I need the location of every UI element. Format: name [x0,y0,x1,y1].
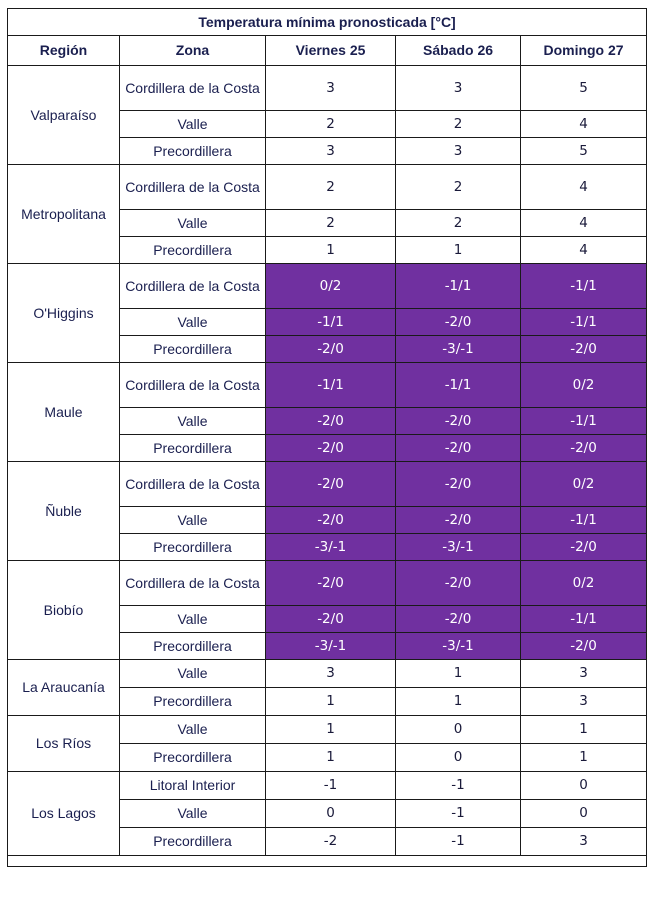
temperature-cell: -1 [396,828,521,856]
temperature-cell: -2/0 [396,309,521,336]
zone-cell: Valle [120,210,266,237]
temperature-cell: -2/0 [396,606,521,633]
temperature-cell: -2/0 [266,606,396,633]
zone-cell: Valle [120,309,266,336]
temperature-cell: 2 [396,111,521,138]
temperature-cell: 3 [521,828,647,856]
temperature-cell: -2/0 [396,561,521,606]
temperature-cell: -2 [266,828,396,856]
zone-cell: Valle [120,716,266,744]
temperature-cell: -2/0 [396,435,521,462]
zone-cell: Precordillera [120,534,266,561]
temperature-cell: 2 [396,165,521,210]
region-cell: Ñuble [8,462,120,561]
temperature-cell: -2/0 [521,336,647,363]
table-row [8,66,647,111]
temperature-cell: -2/0 [521,435,647,462]
temperature-cell: -1 [396,800,521,828]
temperature-cell: -1/1 [396,363,521,408]
footer-cell [8,856,647,867]
table-title: Temperatura mínima pronosticada [°C] [8,9,647,36]
table-body [8,66,647,867]
region-cell: Biobío [8,561,120,660]
region-cell: La Araucanía [8,660,120,716]
temperature-cell: 0 [521,800,647,828]
table-row [8,561,647,606]
temperature-cell: -2/0 [266,336,396,363]
header-saturday: Sábado 26 [396,36,521,66]
zone-cell: Cordillera de la Costa [120,363,266,408]
temperature-cell: -3/-1 [266,633,396,660]
temperature-cell: 5 [521,66,647,111]
temperature-cell: 3 [521,660,647,688]
temperature-cell: -1/1 [521,264,647,309]
table-row [8,462,647,507]
temperature-cell: 2 [266,210,396,237]
region-cell: Maule [8,363,120,462]
temperature-cell: -2/0 [266,408,396,435]
region-cell: Metropolitana [8,165,120,264]
temperature-cell: 3 [396,138,521,165]
temperature-cell: 2 [266,111,396,138]
temperature-cell: 1 [266,688,396,716]
temperature-cell: 1 [396,237,521,264]
header-region: Región [8,36,120,66]
temperature-cell: 1 [266,237,396,264]
temperature-cell: -1/1 [521,507,647,534]
zone-cell: Cordillera de la Costa [120,462,266,507]
temperature-cell: -2/0 [266,435,396,462]
temperature-cell: 5 [521,138,647,165]
temperature-cell: -2/0 [521,534,647,561]
temperature-cell: -1/1 [396,264,521,309]
temperature-cell: -1/1 [266,363,396,408]
temperature-cell: 1 [266,744,396,772]
header-zone: Zona [120,36,266,66]
temperature-cell: -1 [266,772,396,800]
region-cell: Valparaíso [8,66,120,165]
region-cell: Los Lagos [8,772,120,856]
temperature-cell: 3 [266,66,396,111]
temperature-cell: 0/2 [521,462,647,507]
zone-cell: Precordillera [120,688,266,716]
zone-cell: Valle [120,507,266,534]
table-row [8,772,647,800]
header-sunday: Domingo 27 [521,36,647,66]
temperature-cell: 1 [266,716,396,744]
zone-cell: Precordillera [120,435,266,462]
temperature-cell: 0/2 [521,561,647,606]
temperature-cell: -1/1 [266,309,396,336]
zone-cell: Cordillera de la Costa [120,264,266,309]
temperature-cell: 4 [521,165,647,210]
temperature-cell: 1 [396,688,521,716]
temperature-cell: 0/2 [521,363,647,408]
temperature-cell: 4 [521,210,647,237]
temperature-cell: -1/1 [521,309,647,336]
temperature-cell: -3/-1 [266,534,396,561]
zone-cell: Litoral Interior [120,772,266,800]
temperature-cell: 0 [266,800,396,828]
zone-cell: Precordillera [120,237,266,264]
temperature-cell: -1/1 [521,606,647,633]
table-row [8,363,647,408]
temperature-cell: -1/1 [521,408,647,435]
temperature-cell: 1 [521,744,647,772]
zone-cell: Valle [120,111,266,138]
zone-cell: Cordillera de la Costa [120,66,266,111]
temperature-cell: -1 [396,772,521,800]
table-row [8,716,647,744]
temperature-cell: 1 [521,716,647,744]
table-row [8,660,647,688]
zone-cell: Valle [120,800,266,828]
temperature-cell: 3 [396,66,521,111]
zone-cell: Cordillera de la Costa [120,165,266,210]
temperature-cell: 3 [521,688,647,716]
region-cell: O'Higgins [8,264,120,363]
temperature-cell: 0 [521,772,647,800]
table-row [8,165,647,210]
temperature-cell: -2/0 [266,462,396,507]
zone-cell: Precordillera [120,744,266,772]
temperature-cell: -2/0 [396,408,521,435]
region-cell: Los Ríos [8,716,120,772]
temperature-cell: 0 [396,744,521,772]
header-friday: Viernes 25 [266,36,396,66]
temperature-cell: -2/0 [266,507,396,534]
table-footer-row [8,856,647,867]
temperature-cell: -2/0 [521,633,647,660]
temperature-cell: 2 [266,165,396,210]
temperature-cell: 1 [396,660,521,688]
temperature-cell: -3/-1 [396,534,521,561]
zone-cell: Cordillera de la Costa [120,561,266,606]
forecast-table [7,8,647,867]
temperature-cell: 2 [396,210,521,237]
zone-cell: Valle [120,606,266,633]
temperature-cell: 0/2 [266,264,396,309]
temperature-cell: 3 [266,138,396,165]
table-row [8,264,647,309]
temperature-cell: -3/-1 [396,633,521,660]
zone-cell: Precordillera [120,633,266,660]
temperature-cell: -3/-1 [396,336,521,363]
zone-cell: Valle [120,660,266,688]
temperature-cell: 0 [396,716,521,744]
temperature-cell: -2/0 [396,507,521,534]
zone-cell: Valle [120,408,266,435]
zone-cell: Precordillera [120,138,266,165]
temperature-cell: -2/0 [396,462,521,507]
temperature-cell: 3 [266,660,396,688]
temperature-cell: 4 [521,111,647,138]
temperature-cell: -2/0 [266,561,396,606]
zone-cell: Precordillera [120,336,266,363]
temperature-cell: 4 [521,237,647,264]
zone-cell: Precordillera [120,828,266,856]
